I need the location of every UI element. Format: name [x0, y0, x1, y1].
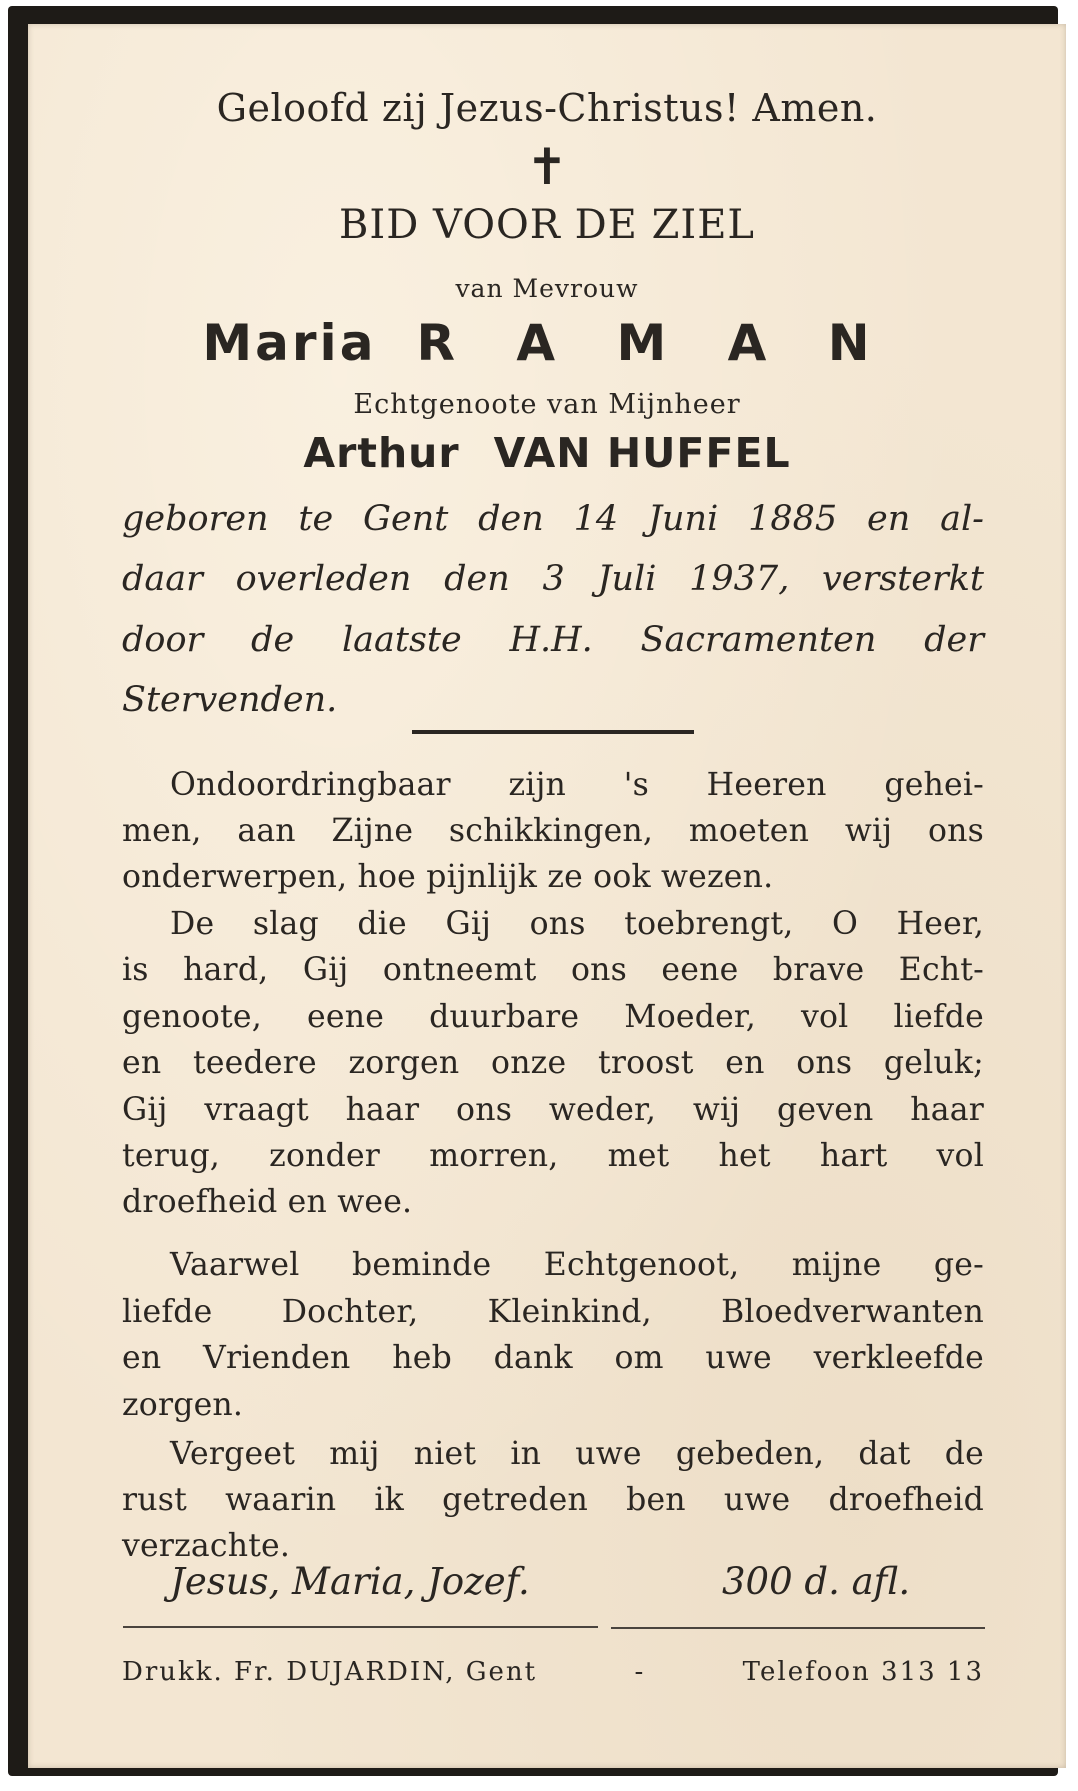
- body-line: Gij vraagt haar ons weder, wij geven haar: [122, 1092, 984, 1128]
- footer-rule-right: [611, 1627, 985, 1629]
- closing-prayer: Jesus, Maria, Jozef.: [170, 1560, 530, 1603]
- cross-icon: ✝: [526, 138, 568, 196]
- body-line: liefde Dochter, Kleinkind, Bloedverwanten: [122, 1294, 984, 1330]
- body-line: Vaarwel beminde Echtgenoot, mijne ge-: [170, 1247, 984, 1283]
- heading: BID VOOR DE ZIEL: [339, 202, 755, 248]
- body-line: en teedere zorgen onze troost en ons geluk;: [122, 1045, 984, 1081]
- bio-line: daar overleden den 3 Juli 1937, versterkt: [122, 559, 984, 599]
- body-line: is hard, Gij ontneemt ons eene brave Echt-: [122, 952, 984, 988]
- deceased-surname: R A M A N: [416, 314, 892, 372]
- printer-line: [122, 1657, 984, 1687]
- printer-separator: -: [634, 1657, 646, 1687]
- body-line: droefheid en wee.: [122, 1184, 413, 1220]
- footer-rule-left: [123, 1626, 598, 1628]
- indulgence: 300 d. afl.: [722, 1560, 911, 1603]
- spouse-name: [28, 429, 1066, 477]
- printer-phone: Telefoon 313 13: [742, 1657, 984, 1687]
- body-line: onderwerpen, hoe pijnlijk ze ook wezen.: [122, 859, 774, 895]
- body-line: verzachte.: [122, 1528, 291, 1564]
- bio-line: Stervenden.: [122, 680, 338, 720]
- body-line: en Vrienden heb dank om uwe verkleefde: [122, 1340, 984, 1376]
- body-line: De slag die Gij ons toebrengt, O Heer,: [170, 906, 984, 942]
- body-line: men, aan Zijne schikkingen, moeten wij ons: [122, 813, 984, 849]
- printer-name: Drukk. Fr. DUJARDIN, Gent: [122, 1657, 538, 1687]
- bio-line: geboren te Gent den 14 Juni 1885 en al-: [122, 499, 984, 539]
- body-line: Ondoordringbaar zijn 's Heeren gehei-: [170, 767, 984, 803]
- deceased-name: [28, 314, 1066, 372]
- divider: [412, 730, 694, 734]
- body-line: terug, zonder morren, met het hart vol: [122, 1138, 984, 1174]
- body-line: rust waarin ik getreden ben uwe droefheid: [122, 1482, 984, 1518]
- body-line: genoote, eene duurbare Moeder, vol liefde: [122, 999, 984, 1035]
- deceased-first-name: Maria: [202, 314, 377, 372]
- memorial-card: [28, 24, 1066, 1768]
- bio-line: door de laatste H.H. Sacramenten der: [122, 620, 984, 660]
- intro-line: Geloofd zij Jezus-Christus! Amen.: [216, 86, 878, 130]
- spouse-intro: Echtgenoote van Mijnheer: [353, 389, 741, 420]
- van-mevrouw: van Mevrouw: [455, 274, 639, 303]
- spouse-first-name: Arthur: [303, 429, 460, 477]
- body-line: Vergeet mij niet in uwe gebeden, dat de: [170, 1436, 984, 1472]
- body-line: zorgen.: [122, 1387, 244, 1423]
- spouse-surname: VAN HUFFEL: [493, 429, 791, 477]
- memorial-card-border: [8, 6, 1058, 1776]
